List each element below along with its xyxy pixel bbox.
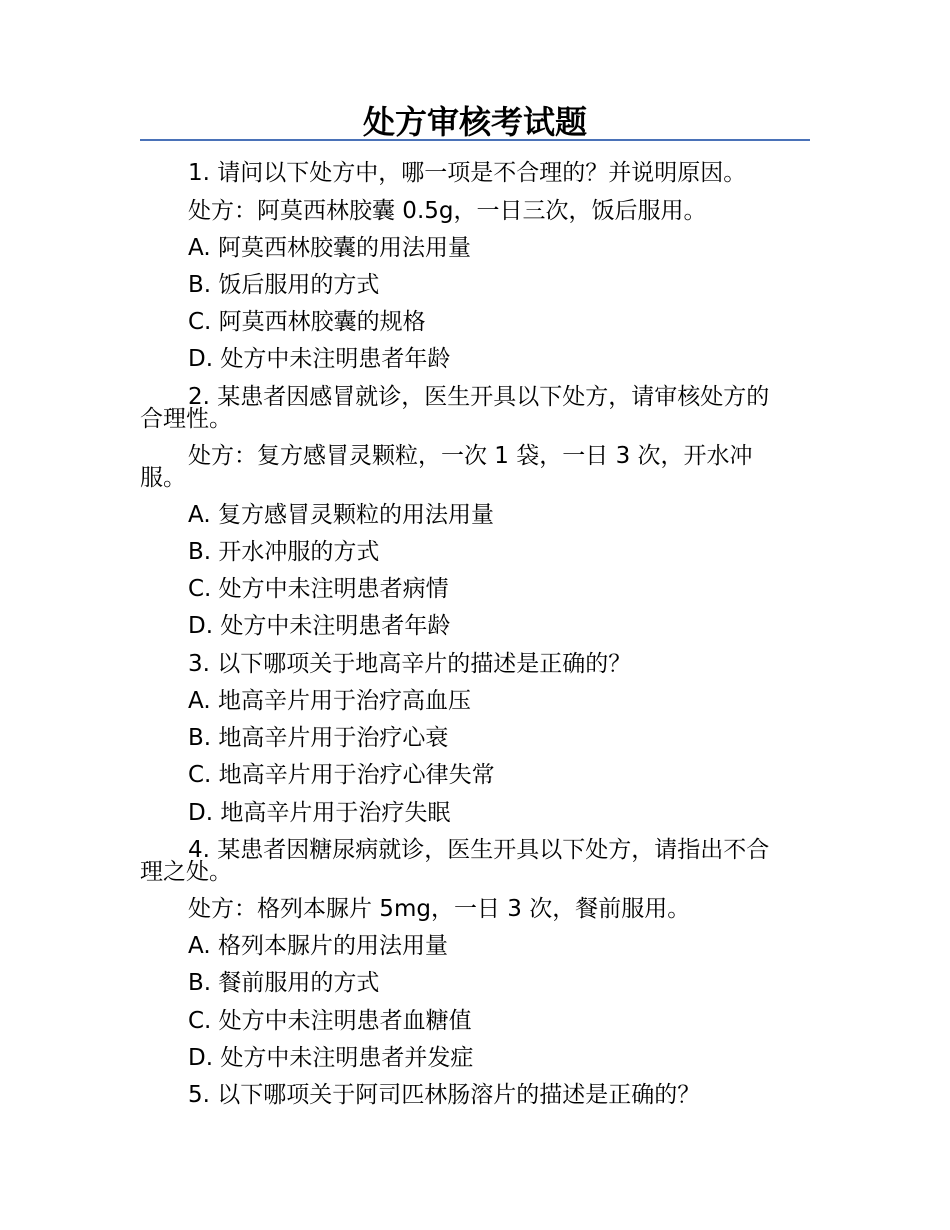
option-3c: C. 地高辛片用于治疗心律失常 (188, 762, 495, 788)
option-4b: B. 餐前服用的方式 (188, 970, 380, 996)
prescription-4: 处方：格列本脲片 5mg，一日 3 次，餐前服用。 (188, 896, 691, 922)
question-5: 5. 以下哪项关于阿司匹林肠溶片的描述是正确的？ (188, 1082, 701, 1108)
option-1d: D. 处方中未注明患者年龄 (188, 346, 451, 372)
document-title: 处方审核考试题 (362, 103, 587, 141)
question-2-cont: 合理性。 (140, 406, 232, 432)
question-2: 2. 某患者因感冒就诊，医生开具以下处方，请审核处方的 (188, 384, 770, 410)
question-4-cont: 理之处。 (140, 859, 232, 885)
option-4c: C. 处方中未注明患者血糖值 (188, 1008, 472, 1034)
option-2b: B. 开水冲服的方式 (188, 539, 380, 565)
option-3b: B. 地高辛片用于治疗心衰 (188, 725, 449, 751)
prescription-2-cont: 服。 (140, 465, 186, 491)
option-3d: D. 地高辛片用于治疗失眠 (188, 800, 451, 826)
option-2c: C. 处方中未注明患者病情 (188, 576, 449, 602)
option-1a: A. 阿莫西林胶囊的用法用量 (188, 235, 471, 261)
question-4: 4. 某患者因糖尿病就诊，医生开具以下处方，请指出不合 (188, 837, 770, 863)
title-underline (140, 139, 810, 141)
question-3: 3. 以下哪项关于地高辛片的描述是正确的？ (188, 651, 632, 677)
question-1: 1. 请问以下处方中，哪一项是不合理的？并说明原因。 (188, 160, 747, 186)
option-4a: A. 格列本脲片的用法用量 (188, 933, 448, 959)
option-1b: B. 饭后服用的方式 (188, 272, 380, 298)
prescription-1: 处方：阿莫西林胶囊 0.5g，一日三次，饭后服用。 (188, 198, 707, 224)
option-2d: D. 处方中未注明患者年龄 (188, 613, 451, 639)
option-4d: D. 处方中未注明患者并发症 (188, 1045, 474, 1071)
option-1c: C. 阿莫西林胶囊的规格 (188, 309, 426, 335)
option-2a: A. 复方感冒灵颗粒的用法用量 (188, 502, 494, 528)
option-3a: A. 地高辛片用于治疗高血压 (188, 688, 471, 714)
prescription-2: 处方：复方感冒灵颗粒，一次 1 袋，一日 3 次，开水冲 (188, 443, 753, 469)
